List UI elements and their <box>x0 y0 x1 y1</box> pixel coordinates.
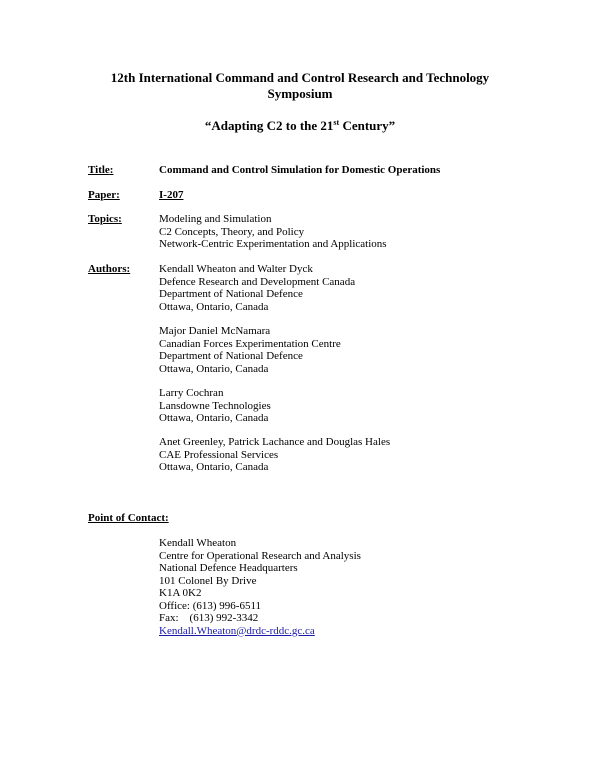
author-line: Anet Greenley, Patrick Lachance and Douglas Hales <box>159 436 391 448</box>
author-line: Major Daniel McNamara <box>159 325 271 337</box>
topic-item: C2 Concepts, Theory, and Policy <box>159 225 305 238</box>
contact-email-link[interactable]: Kendall.Wheaton@drdc-rddc.gc.ca <box>159 624 315 637</box>
author-group-1 <box>159 263 355 313</box>
paper-label: Paper: <box>88 189 120 201</box>
author-line: Defence Research and Development Canada <box>159 275 356 288</box>
symposium-theme <box>0 118 600 134</box>
symposium-title <box>0 70 600 102</box>
contact-fax: Fax: (613) 992-3342 <box>159 612 259 624</box>
topics-label-text: Topics <box>88 213 119 225</box>
author-line: Larry Cochran <box>159 387 224 399</box>
author-group-4 <box>159 436 390 474</box>
contact-label-colon: : <box>165 512 169 524</box>
authors-label <box>88 263 130 276</box>
point-of-contact-label <box>88 512 169 525</box>
author-line: Ottawa, Ontario, Canada <box>159 300 269 313</box>
topic-item: Network-Centric Experimentation and Applications <box>159 238 387 250</box>
contact-org: Centre for Operational Research and Analysis <box>159 549 361 562</box>
contact-postal-code: K1A 0K2 <box>159 587 202 599</box>
contact-label-text: Point of Contact <box>88 512 165 524</box>
contact-hq: National Defence Headquarters <box>159 562 298 574</box>
authors-label-text: Authors <box>88 263 127 275</box>
contact-office-phone: Office: (613) 996-6511 <box>159 599 262 612</box>
author-line: Lansdowne Technologies <box>159 399 271 412</box>
author-line: Ottawa, Ontario, Canada <box>159 412 269 424</box>
author-line: CAE Professional Services <box>159 448 279 461</box>
topics-label-colon: : <box>118 213 122 225</box>
author-line: Department of National Defence <box>159 288 303 300</box>
author-group-3 <box>159 387 271 425</box>
title-label <box>88 164 113 177</box>
title-label-colon: : <box>109 164 114 176</box>
topic-item: Modeling and Simulation <box>159 213 272 225</box>
paper-title-value: Command and Control Simulation for Domestic Operations <box>159 164 441 176</box>
author-line: Ottawa, Ontario, Canada <box>159 362 269 375</box>
authors-label-colon: : <box>126 263 131 275</box>
contact-street: 101 Colonel By Drive <box>159 574 257 587</box>
topics-list <box>159 213 387 251</box>
title-line-1: 12th International Command and Control Research and Technology <box>110 70 490 85</box>
title-label-text: Title <box>88 164 110 176</box>
contact-name: Kendall Wheaton <box>159 537 237 549</box>
theme-text-pre: “Adapting C2 to the 21 <box>204 118 334 133</box>
title-line-2: Symposium <box>267 86 333 101</box>
topics-label <box>88 213 122 226</box>
paper-id-value: I-207 <box>159 189 184 201</box>
theme-text-post: Century” <box>339 118 396 133</box>
theme-superscript: st <box>333 118 340 127</box>
author-line: Department of National Defence <box>159 350 303 362</box>
contact-details <box>159 537 361 637</box>
author-line: Canadian Forces Experimentation Centre <box>159 337 341 350</box>
author-group-2 <box>159 325 341 375</box>
author-line: Ottawa, Ontario, Canada <box>159 461 269 473</box>
author-line: Kendall Wheaton and Walter Dyck <box>159 263 313 275</box>
